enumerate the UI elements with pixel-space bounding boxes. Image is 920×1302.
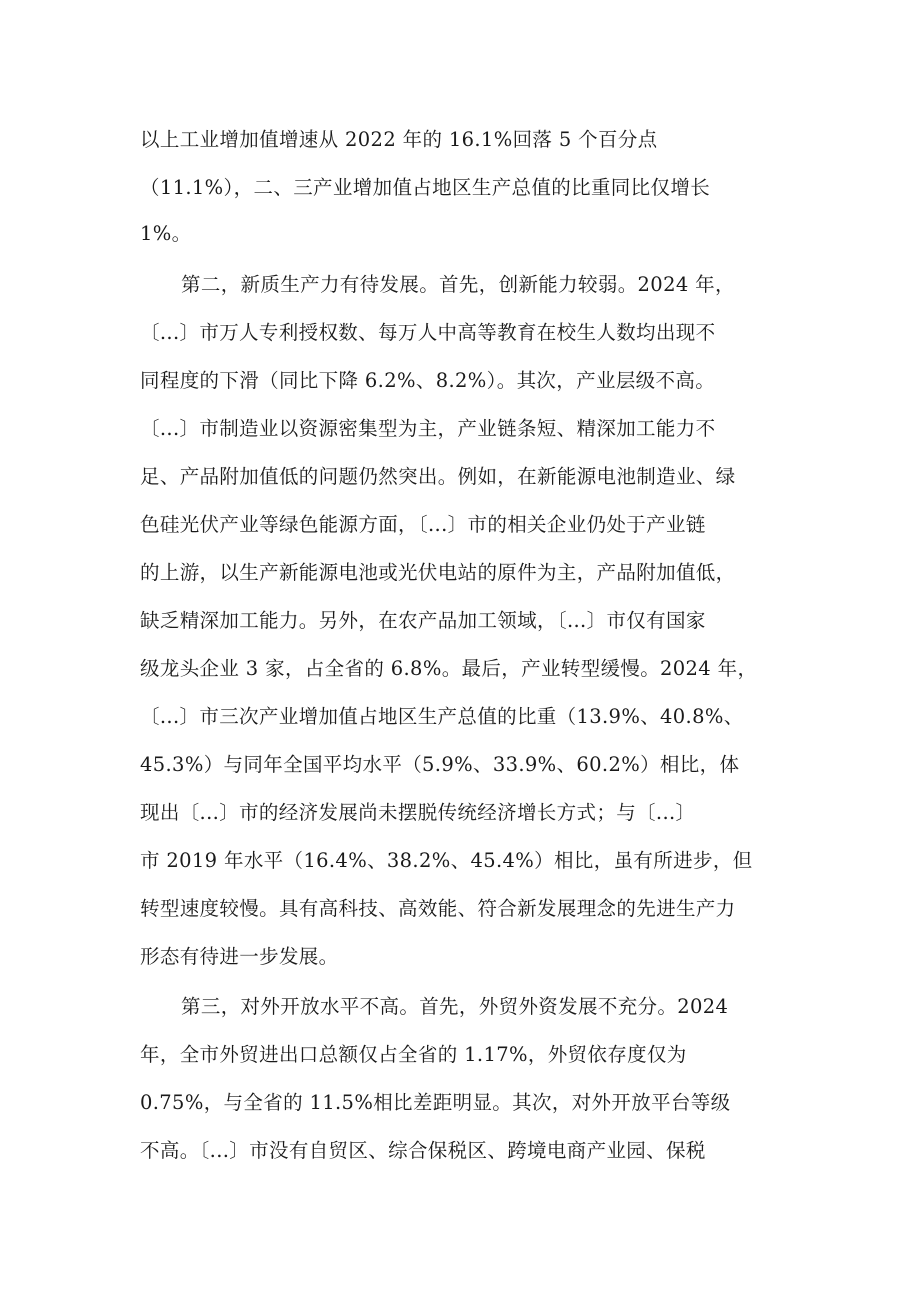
text-line: 的上游，以生产新能源电池或光伏电站的原件为主，产品附加值低， — [140, 561, 736, 584]
text-line: 足、产品附加值低的问题仍然突出。例如，在新能源电池制造业、绿 — [140, 465, 736, 488]
paragraph-start-line: 第二，新质生产力有待发展。首先，创新能力较弱。2024 年， — [181, 273, 735, 296]
text-line: 以上工业增加值增速从 2022 年的 16.1%回落 5 个百分点 — [140, 128, 658, 151]
text-line: 〔...〕市三次产业增加值占地区生产总值的比重（13.9%、40.8%、 — [140, 705, 744, 728]
text-line: 〔...〕市万人专利授权数、每万人中高等教育在校生人数均出现不 — [140, 321, 716, 344]
text-line: 〔...〕市制造业以资源密集型为主，产业链条短、精深加工能力不 — [140, 417, 716, 440]
text-line: 同程度的下滑（同比下降 6.2%、8.2%）。其次，产业层级不高。 — [140, 369, 716, 392]
text-line: 不高。〔...〕市没有自贸区、综合保税区、跨境电商产业园、保税 — [140, 1139, 706, 1162]
text-line: 1%。 — [140, 222, 192, 245]
text-line: （11.1%），二、三产业增加值占地区生产总值的比重同比仅增长 — [140, 176, 711, 199]
text-line: 市 2019 年水平（16.4%、38.2%、45.4%）相比，虽有所进步，但 — [140, 849, 753, 872]
text-line: 年，全市外贸进出口总额仅占全省的 1.17%，外贸依存度仅为 — [140, 1043, 687, 1066]
text-line: 转型速度较慢。具有高科技、高效能、符合新发展理念的先进生产力 — [140, 897, 736, 920]
paragraph-start-line: 第三，对外开放水平不高。首先，外贸外资发展不充分。2024 — [181, 995, 729, 1018]
text-line: 现出〔...〕市的经济发展尚未摆脱传统经济增长方式；与〔...〕 — [140, 801, 696, 824]
text-line: 缺乏精深加工能力。另外，在农产品加工领域，〔...〕市仅有国家 — [140, 609, 706, 632]
text-line: 45.3%）与同年全国平均水平（5.9%、33.9%、60.2%）相比，体 — [140, 753, 740, 776]
text-line: 0.75%，与全省的 11.5%相比差距明显。其次，对外开放平台等级 — [140, 1091, 731, 1114]
text-line: 形态有待进一步发展。 — [140, 945, 339, 968]
text-line: 色硅光伏产业等绿色能源方面，〔...〕市的相关企业仍处于产业链 — [140, 513, 706, 536]
text-line: 级龙头企业 3 家，占全省的 6.8%。最后，产业转型缓慢。2024 年， — [140, 657, 758, 680]
